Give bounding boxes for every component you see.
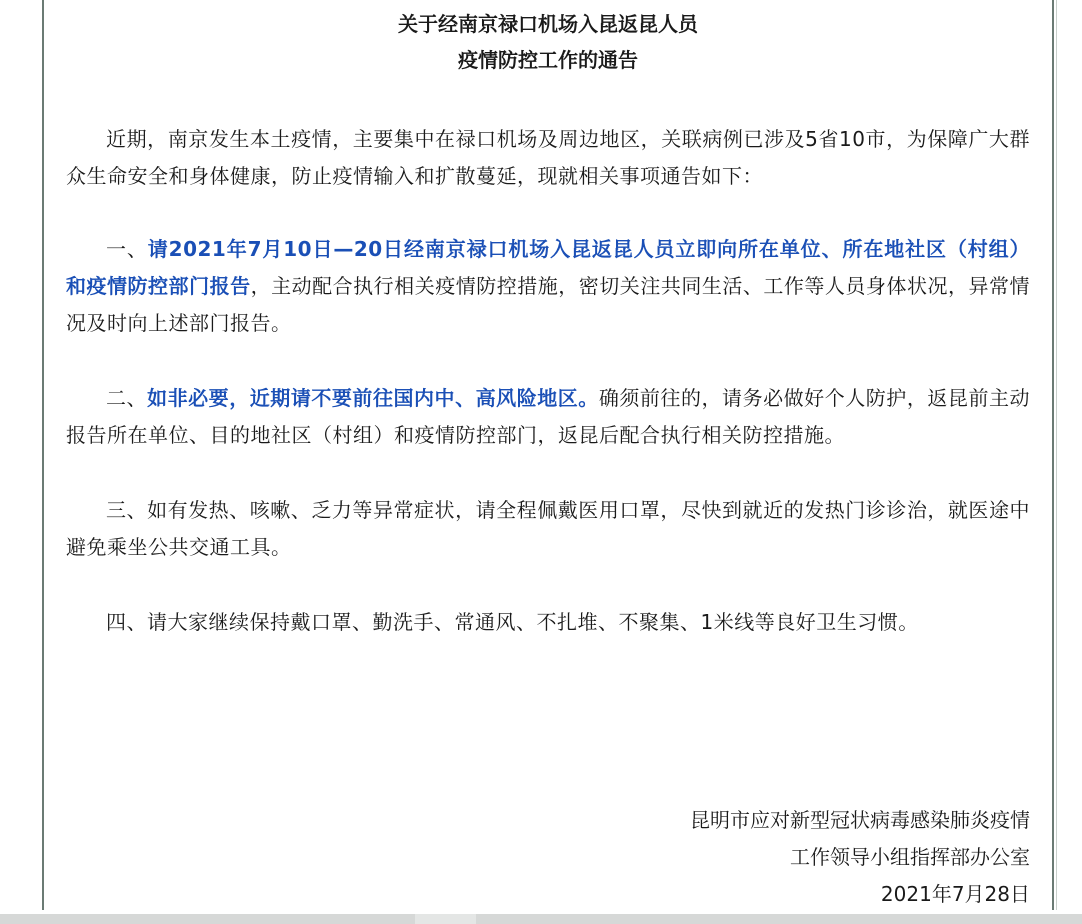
notice-title [66,6,1030,78]
item-2-highlight: 如非必要，近期请不要前往国内中、高风险地区。 [147,386,599,410]
signature-line-2: 工作领导小组指挥部办公室 [790,845,1030,869]
item-1-highlight: 请2021年7月10日—20日经南京禄口机场入昆返昆人员立即向所在单位、所在地社区（村组）和疫情防控部门报告 [66,237,1030,298]
notice-content [66,0,1031,906]
item-1-number: 一、 [106,237,148,261]
title-line-2: 疫情防控工作的通告 [458,48,638,72]
item-2-number: 二、 [106,386,148,410]
signature-line-1: 昆明市应对新型冠状病毒感染肺炎疫情 [690,808,1030,832]
paragraph-intro: 近期，南京发生本土疫情，主要集中在禄口机场及周边地区，关联病例已涉及5省10市，为保障广大群众生命安全和身体健康，防止疫情输入和扩散蔓延，现就相关事项通告如下： [66,127,1030,188]
signature-block [690,802,1030,913]
item-1-text: ，主动配合执行相关疫情防控措施，密切关注共同生活、工作等人员身体状况，异常情况及时向上述部门报告。 [66,274,1031,335]
paragraph-item-3: 三、如有发热、咳嗽、乏力等异常症状，请全程佩戴医用口罩，尽快到就近的发热门诊诊治，就医途中避免乘坐公共交通工具。 [66,498,1030,559]
scrollbar-track-right [476,914,1082,924]
title-line-1: 关于经南京禄口机场入昆返昆人员 [398,12,698,36]
item-2-text: 确须前往的，请务必做好个人防护，返昆前主动报告所在单位、目的地社区（村组）和疫情防控部门，返昆后配合执行相关防控措施。 [66,386,1031,447]
right-border [1052,0,1054,910]
paragraph-item-2 [66,380,1030,454]
paragraph-item-1 [66,231,1030,342]
left-border [42,0,44,910]
right-border-shadow [1056,0,1057,910]
horizontal-scrollbar[interactable] [0,914,1082,924]
signature-date: 2021年7月28日 [880,882,1030,906]
paragraph-item-4: 四、请大家继续保持戴口罩、勤洗手、常通风、不扎堆、不聚集、1米线等良好卫生习惯。 [106,610,919,634]
scrollbar-track-left [0,914,415,924]
